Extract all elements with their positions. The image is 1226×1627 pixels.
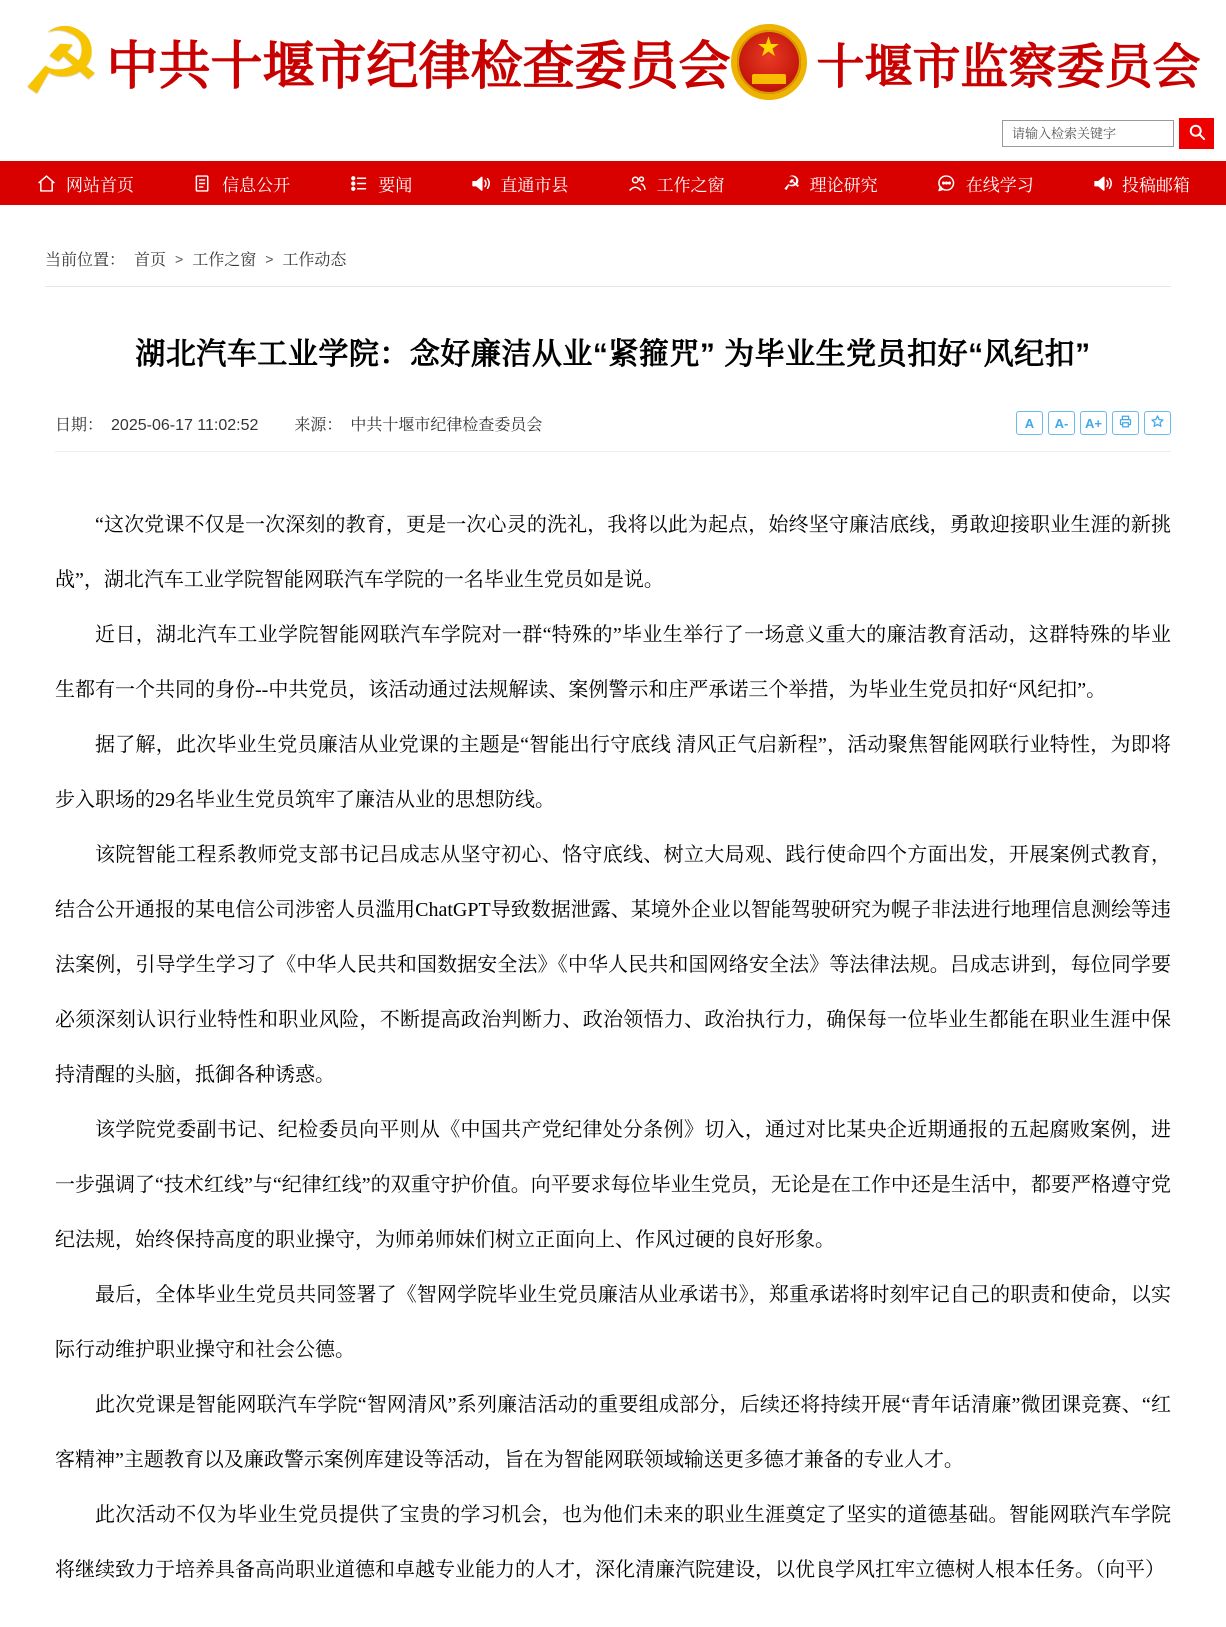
article-body bbox=[55, 498, 1171, 1598]
nav-label: 网站首页 bbox=[66, 175, 134, 195]
list-icon bbox=[348, 173, 369, 194]
nav-item-work-window[interactable] bbox=[627, 171, 725, 196]
breadcrumb-home[interactable]: 首页 bbox=[134, 252, 167, 269]
main-nav bbox=[0, 161, 1226, 205]
megaphone-icon bbox=[470, 173, 491, 194]
breadcrumb-separator: > bbox=[265, 250, 274, 267]
article-title: 湖北汽车工业学院：念好廉洁从业“紧箍咒” 为毕业生党员扣好“风纪扣” bbox=[135, 338, 1091, 371]
site-header bbox=[0, 0, 1226, 115]
article-meta-row bbox=[55, 411, 1171, 452]
article-paragraph: 最后，全体毕业生党员共同签署了《智网学院毕业生党员廉洁从业承诺书》，郑重承诺将时刻牢记自己的职责和使命，以实际行动维护职业操守和社会公德。 bbox=[55, 1284, 1171, 1361]
article-paragraph: 据了解，此次毕业生党员廉洁从业党课的主题是“智能出行守底线 清风正气启新程”，活动聚焦智能网联行业特性，为即将步入职场的29名毕业生党员筑牢了廉洁从业的思想防线。 bbox=[55, 734, 1171, 811]
document-icon bbox=[192, 173, 213, 194]
party-emblem-icon: ☭ bbox=[20, 7, 103, 115]
home-icon bbox=[36, 173, 57, 194]
brand-discipline-commission bbox=[20, 7, 731, 115]
nav-label: 在线学习 bbox=[965, 175, 1034, 195]
nav-item-online-learning[interactable] bbox=[936, 171, 1034, 196]
source-label: 来源： bbox=[294, 416, 343, 434]
source-value: 中共十堰市纪律检查委员会 bbox=[350, 416, 543, 434]
breadcrumb-work-window[interactable]: 工作之窗 bbox=[192, 252, 257, 269]
article-paragraph: 该院智能工程系教师党支部书记吕成志从坚守初心、恪守底线、树立大局观、践行使命四个方面出发，开展案例式教育，结合公开通报的某电信公司涉密人员滥用ChatGPT导致数据泄露、某境外企业以智能驾驶研究为幌子非法进行地理信息测绘等违法案例，引导学生学习了《中华人民共和国数据安全法》《中华人民共和国网络安全法》等法律法规。吕成志讲到，每位同学要必须深刻认识行业特性和职业风险，不断提高政治判断力、政治领悟力、政治执行力，确保每一位毕业生都能在职业生涯中保持清醒的头脑，抵御各种诱惑。 bbox=[55, 844, 1171, 1086]
search-row bbox=[0, 112, 1226, 161]
printer-icon bbox=[1118, 414, 1133, 432]
chat-icon bbox=[936, 173, 957, 194]
nav-item-info-disclosure[interactable] bbox=[192, 171, 290, 196]
speaker-icon bbox=[1092, 173, 1113, 194]
article-source bbox=[294, 412, 542, 435]
nav-label: 要闻 bbox=[378, 175, 413, 195]
article-paragraph: 该学院党委副书记、纪检委员向平则从《中国共产党纪律处分条例》切入，通过对比某央企近期通报的五起腐败案例，进一步强调了“技术红线”与“纪律红线”的双重守护价值。向平要求每位毕业生党员，无论是在工作中还是生活中，都要严格遵守党纪法规，始终保持高度的职业操守，为师弟师妹们树立正面向上、作风过硬的良好形象。 bbox=[55, 1119, 1171, 1251]
nav-item-theory-research[interactable] bbox=[783, 171, 878, 196]
nav-item-city-county[interactable] bbox=[470, 171, 568, 196]
nav-label: 工作之窗 bbox=[656, 175, 725, 195]
breadcrumb bbox=[45, 247, 1171, 287]
people-icon bbox=[627, 173, 648, 194]
national-gate-shape bbox=[752, 74, 786, 84]
favorite-button[interactable] bbox=[1144, 411, 1171, 435]
nav-label: 理论研究 bbox=[809, 175, 878, 195]
search-input[interactable] bbox=[1002, 120, 1174, 147]
article-date bbox=[55, 412, 258, 435]
national-star-icon: ★ bbox=[756, 32, 781, 63]
site-title-right: 十堰市监察委员会 bbox=[816, 40, 1201, 94]
brand-supervisory-commission bbox=[731, 24, 1201, 100]
star-icon bbox=[1150, 414, 1165, 432]
search-button[interactable] bbox=[1179, 118, 1214, 149]
font-size-normal-button[interactable]: A bbox=[1016, 411, 1043, 435]
party-emblem-icon: ☭ bbox=[782, 171, 801, 195]
font-size-decrease-button[interactable]: A- bbox=[1048, 411, 1075, 435]
nav-label: 直通市县 bbox=[500, 175, 569, 195]
site-title-left: 中共十堰市纪律检查委员会 bbox=[106, 39, 731, 97]
article-paragraph: 此次活动不仅为毕业生党员提供了宝贵的学习机会，也为他们未来的职业生涯奠定了坚实的道德基础。智能网联汽车学院将继续致力于培养具备高尚职业道德和卓越专业能力的人才，深化清廉汽院建设，以优良学风扛牢立德树人根本任务。（向平） bbox=[55, 1504, 1171, 1581]
national-emblem-icon bbox=[731, 24, 807, 100]
date-label: 日期： bbox=[55, 416, 104, 434]
article-paragraph: 此次党课是智能网联汽车学院“智网清风”系列廉洁活动的重要组成部分，后续还将持续开展“青年话清廉”微团课竞赛、“红客精神”主题教育以及廉政警示案例库建设等活动，旨在为智能网联领域输送更多德才兼备的专业人才。 bbox=[55, 1394, 1171, 1471]
article-tools bbox=[1016, 411, 1171, 435]
font-size-increase-button[interactable]: A+ bbox=[1080, 411, 1107, 435]
breadcrumb-work-dynamics[interactable]: 工作动态 bbox=[282, 252, 347, 269]
date-value: 2025-06-17 11:02:52 bbox=[111, 416, 259, 434]
nav-item-home[interactable] bbox=[36, 171, 134, 196]
content-area bbox=[0, 247, 1226, 1598]
search-icon bbox=[1187, 122, 1207, 145]
nav-item-news[interactable] bbox=[348, 171, 412, 196]
nav-item-submission-mailbox[interactable] bbox=[1092, 171, 1190, 196]
nav-label: 信息公开 bbox=[222, 175, 291, 195]
article-paragraph: 近日，湖北汽车工业学院智能网联汽车学院对一群“特殊的”毕业生举行了一场意义重大的廉洁教育活动，这群特殊的毕业生都有一个共同的身份--中共党员，该活动通过法规解读、案例警示和庄严承诺三个举措，为毕业生党员扣好“风纪扣”。 bbox=[55, 624, 1171, 701]
print-button[interactable] bbox=[1112, 411, 1139, 435]
breadcrumb-separator: > bbox=[175, 250, 184, 267]
nav-label: 投稿邮箱 bbox=[1121, 175, 1190, 195]
breadcrumb-label: 当前位置： bbox=[45, 252, 126, 269]
article-paragraph: “这次党课不仅是一次深刻的教育，更是一次心灵的洗礼，我将以此为起点，始终坚守廉洁底线，勇敢迎接职业生涯的新挑战”，湖北汽车工业学院智能网联汽车学院的一名毕业生党员如是说。 bbox=[55, 514, 1171, 591]
